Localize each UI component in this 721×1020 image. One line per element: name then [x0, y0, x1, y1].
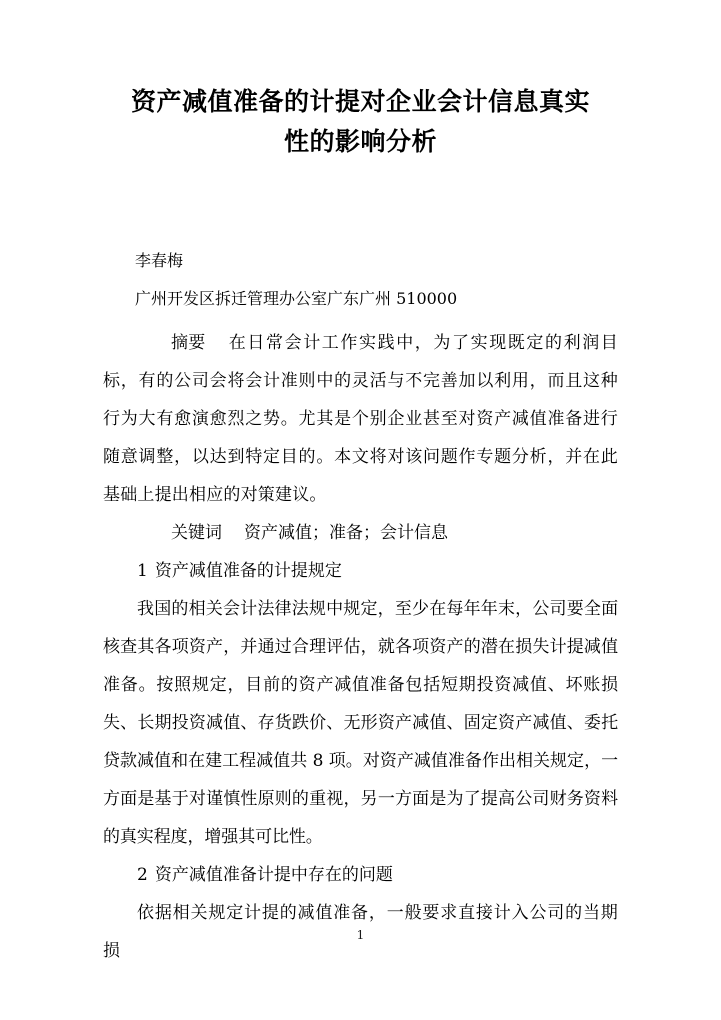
abstract-paragraph [103, 324, 618, 514]
page-title [103, 82, 618, 162]
author-name: 李春梅 [135, 251, 184, 270]
keywords-label: 关键词 [171, 523, 222, 543]
title-line-2: 性的影响分析 [283, 127, 437, 156]
author-affiliation: 广州开发区拆迁管理办公室广东广州 510000 [135, 289, 458, 308]
section-title-1: 资产减值准备的计提规定 [154, 561, 342, 581]
keywords-line [103, 514, 618, 552]
section-paragraph-2: 依据相关规定计提的减值准备，一般要求直接计入公司的当期损 [103, 903, 618, 961]
section-title-2: 资产减值准备计提中存在的问题 [154, 865, 393, 885]
abstract-label: 摘要 [171, 333, 206, 353]
keywords-text: 资产减值；准备；会计信息 [244, 523, 448, 543]
abstract-text: 在日常会计工作实践中，为了实现既定的利润目标，有的公司会将会计准则中的灵活与不完善加以利用，而且这种行为大有愈演愈烈之势。尤其是个别企业甚至对资产减值准备进行随意调整，以达到特定目的。本文将对该问题作专题分析，并在此基础上提出相应的对策建议。 [103, 333, 618, 505]
section-number-1: 1 [137, 561, 148, 581]
document-body [103, 242, 618, 970]
section-heading-1 [103, 552, 618, 590]
section-paragraph-1: 我国的相关会计法律法规中规定，至少在每年年末，公司要全面核查其各项资产，并通过合理评估，就各项资产的潜在损失计提减值准备。按照规定，目前的资产减值准备包括短期投资减值、坏账损失、长期投资减值、存货跌价、无形资产减值、固定资产减值、委托贷款减值和在建工程减值共 8 项。对资产减值准备作出相关规定，一方面是基于对谨慎性原则的重视，另一方面是为了提高公司财务资料的真实程度，增强其可比性。 [103, 599, 618, 847]
page-number: 1 [356, 928, 365, 942]
title-line-1: 资产减值准备的计提对企业会计信息真实 [130, 87, 590, 116]
section-number-2: 2 [137, 865, 148, 885]
section-heading-2 [103, 856, 618, 894]
